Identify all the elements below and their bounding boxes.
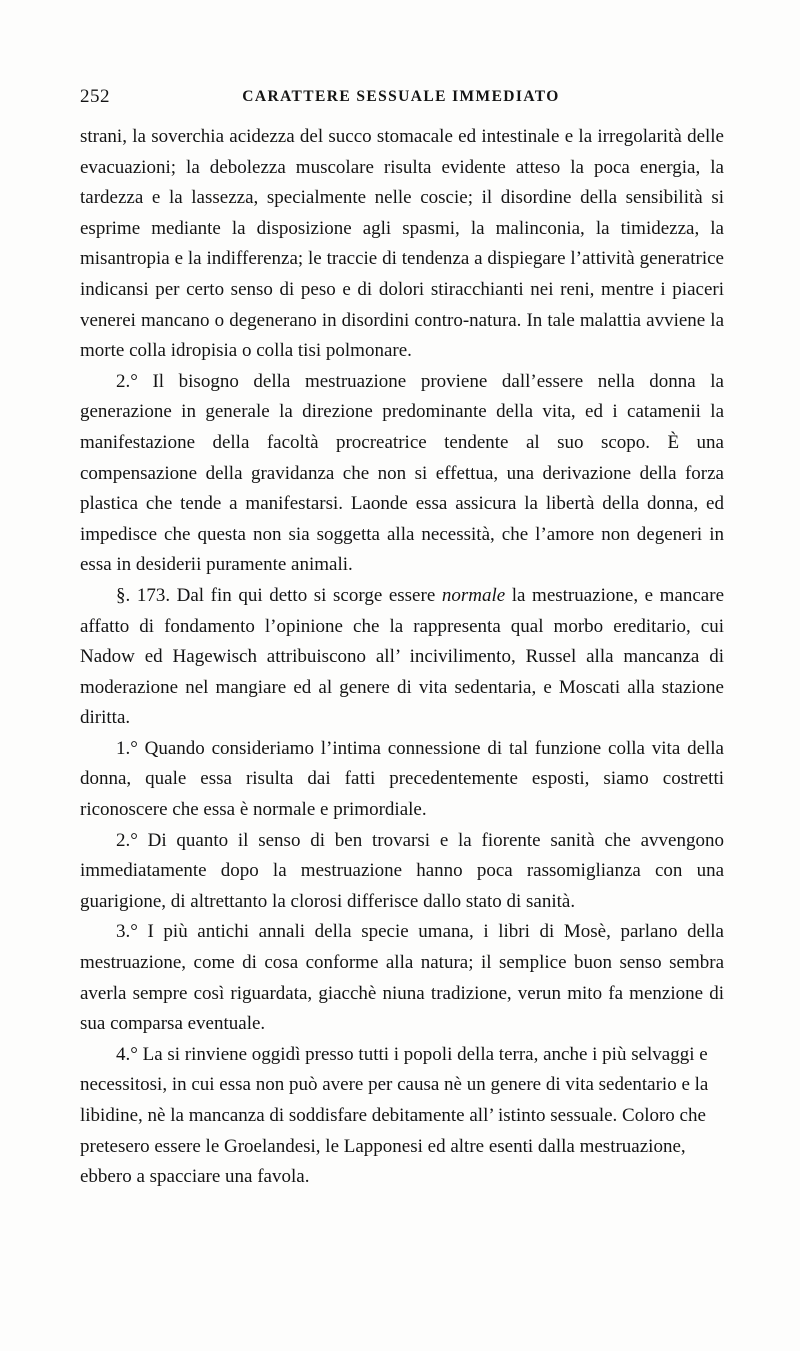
running-head [80, 86, 722, 110]
paragraph-continuation: strani, la soverchia acidezza del succo stomacale ed intestinale e la irregolarità delle evacuazioni; la debolezza muscolare risulta evidente atteso la poca energia, la tardezza e la lassezza, specialmente nelle coscie; il disordine della sensibilità si esprime mediante la disposizione agli spasmi, la malinconia, la timidezza, la misantropia e la indifferenza; le traccie di tendenza a dispiegare l’attività generatrice indicansi per certo senso di peso e di dolori stiracchianti nei reni, mentre i piaceri venerei mancano o degenerano in disordini contro-natura. In tale malattia avviene la morte colla idropisia o colla tisi polmonare. [80, 126, 724, 362]
section-173-text-start: §. 173. Dal fin qui detto si scorge essere [116, 584, 442, 606]
page-number: 252 [80, 86, 110, 107]
section-173-text-end: la mestruazione, e mancare affatto di fondamento l’opinione che la rappresenta qual morbo ereditario, cui Nadow ed Hagewisch attribuiscono all’ incivilimento, Russel alla mancanza di moderazione nel mangiare ed al genere di vita sedentaria, e Moscati alla stazione diritta. [80, 584, 725, 729]
paragraph-section-173 [80, 581, 724, 734]
paragraph-point-4: 4.° La si rinviene oggidì presso tutti i popoli della terra, anche i più selvaggi e necessitosi, in cui essa non può avere per causa nè un genere di vita sedentario e la libidine, nè la mancanza di soddisfare debitamente all’ istinto sessuale. Coloro che pretesero essere le Groelandesi, le Lapponesi ed altre esenti dalla mestruazione, ebbero a spacciare una favola. [80, 1043, 709, 1188]
paragraph-point-2: 2.° Il bisogno della mestruazione proviene dall’essere nella donna la generazione in generale la direzione predominante della vita, ed i catamenii la manifestazione della facoltà procreatrice tendente al suo scopo. È una compensazione della gravidanza che non si effettua, una derivazione della forza plastica che tende a manifestarsi. Laonde essa assicura la libertà della donna, ed impedisce che questa non sia soggetta alla necessità, che l’amore non degeneri in essa in desiderii puramente animali. [80, 370, 724, 576]
running-head-title: CARATTERE SESSUALE IMMEDIATO [242, 88, 560, 105]
paragraph-point-1: 1.° Quando consideriamo l’intima connessione di tal funzione colla vita della donna, quale essa risulta dai fatti precedentemente esposti, siamo costretti riconoscere che essa è normale e primordiale. [80, 737, 724, 821]
body-text [80, 122, 724, 1193]
emphasis-normale: normale [441, 584, 506, 606]
paragraph-point-3: 3.° I più antichi annali della specie umana, i libri di Mosè, parlano della mestruazione, come di cosa conforme alla natura; il semplice buon senso sembra averla sempre così riguardata, giacchè niuna tradizione, verun mito fa menzione di sua comparsa eventuale. [80, 921, 724, 1035]
paragraph-point-2b: 2.° Di quanto il senso di ben trovarsi e la fiorente sanità che avvengono immediatamente dopo la mestruazione hanno poca rassomiglianza con una guarigione, di altrettanto la clorosi differisce dallo stato di sanità. [80, 829, 724, 912]
